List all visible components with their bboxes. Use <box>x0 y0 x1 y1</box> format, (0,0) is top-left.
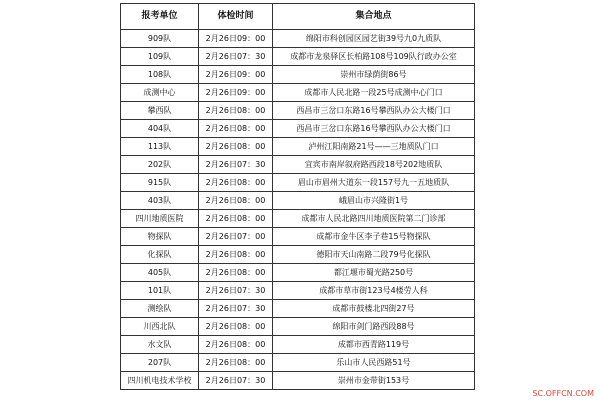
time-cell: 2月26日08：00 <box>199 192 273 210</box>
table-row <box>121 264 475 282</box>
location-cell: 绵阳市科创园区园艺街39号九0九质队 <box>273 30 475 48</box>
table-row <box>121 300 475 318</box>
unit-cell: 成测中心 <box>121 84 199 102</box>
time-cell: 2月26日08：00 <box>199 264 273 282</box>
header-row <box>121 4 475 30</box>
table-row <box>121 318 475 336</box>
location-cell: 成都市鼓楼北四街27号 <box>273 300 475 318</box>
time-cell: 2月26日08：00 <box>199 174 273 192</box>
location-cell: 崇州市绿荫街86号 <box>273 66 475 84</box>
location-cell: 峨眉山市兴隆街1号 <box>273 192 475 210</box>
time-cell: 2月26日08：00 <box>199 354 273 372</box>
time-cell: 2月26日09：00 <box>199 30 273 48</box>
table-row <box>121 120 475 138</box>
unit-cell: 化探队 <box>121 246 199 264</box>
unit-cell: 101队 <box>121 282 199 300</box>
unit-cell: 108队 <box>121 66 199 84</box>
table-row <box>121 354 475 372</box>
unit-cell: 物探队 <box>121 228 199 246</box>
time-cell: 2月26日08：00 <box>199 120 273 138</box>
location-cell: 都江堰市蜀光路250号 <box>273 264 475 282</box>
table-row <box>121 66 475 84</box>
unit-cell: 404队 <box>121 120 199 138</box>
table-row <box>121 192 475 210</box>
time-cell: 2月26日08：00 <box>199 210 273 228</box>
table-row <box>121 228 475 246</box>
time-cell: 2月26日08：00 <box>199 102 273 120</box>
location-cell: 眉山市眉州大道东一段157号九一五地质队 <box>273 174 475 192</box>
schedule-table <box>120 3 475 390</box>
location-cell: 成都市人民北路四川地质医院第二门诊部 <box>273 210 475 228</box>
table-row <box>121 48 475 66</box>
time-cell: 2月26日08：00 <box>199 336 273 354</box>
location-cell: 德阳市天山南路二段79号化探队 <box>273 246 475 264</box>
location-cell: 崇州市金带街153号 <box>273 372 475 390</box>
time-cell: 2月26日07：30 <box>199 156 273 174</box>
location-cell: 绵阳市剑门路西段88号 <box>273 318 475 336</box>
table-row <box>121 372 475 390</box>
table-row <box>121 84 475 102</box>
unit-cell: 109队 <box>121 48 199 66</box>
table-row <box>121 246 475 264</box>
unit-cell: 113队 <box>121 138 199 156</box>
table-row <box>121 282 475 300</box>
unit-cell: 川西北队 <box>121 318 199 336</box>
header-location: 集合地点 <box>273 4 475 30</box>
table-row <box>121 210 475 228</box>
unit-cell: 403队 <box>121 192 199 210</box>
location-cell: 成都市西青路119号 <box>273 336 475 354</box>
time-cell: 2月26日08：00 <box>199 246 273 264</box>
unit-cell: 909队 <box>121 30 199 48</box>
location-cell: 成都市人民北路一段25号成测中心门口 <box>273 84 475 102</box>
time-cell: 2月26日07：00 <box>199 228 273 246</box>
time-cell: 2月26日07：30 <box>199 372 273 390</box>
time-cell: 2月26日09：00 <box>199 84 273 102</box>
unit-cell: 测绘队 <box>121 300 199 318</box>
time-cell: 2月26日07：30 <box>199 282 273 300</box>
table-row <box>121 156 475 174</box>
unit-cell: 四川机电技术学校 <box>121 372 199 390</box>
header-unit: 报考单位 <box>121 4 199 30</box>
time-cell: 2月26日09：00 <box>199 66 273 84</box>
unit-cell: 攀西队 <box>121 102 199 120</box>
watermark: SC.OFFCN.COM <box>532 389 594 398</box>
time-cell: 2月26日08：00 <box>199 318 273 336</box>
header-time: 体检时间 <box>199 4 273 30</box>
table-row <box>121 336 475 354</box>
time-cell: 2月26日08：00 <box>199 138 273 156</box>
location-cell: 西昌市三岔口东路16号攀西队办公大楼门口 <box>273 120 475 138</box>
time-cell: 2月26日07：30 <box>199 300 273 318</box>
location-cell: 泸州江阳南路21号——三地质队门口 <box>273 138 475 156</box>
unit-cell: 202队 <box>121 156 199 174</box>
location-cell: 宜宾市南岸叙府路西段18号202地质队 <box>273 156 475 174</box>
location-cell: 西昌市三岔口东路16号攀西队办公大楼门口 <box>273 102 475 120</box>
unit-cell: 水文队 <box>121 336 199 354</box>
table-row <box>121 102 475 120</box>
location-cell: 成都市草市街123号4楼劳人科 <box>273 282 475 300</box>
location-cell: 成都市金牛区李子巷15号物探队 <box>273 228 475 246</box>
table-row <box>121 138 475 156</box>
unit-cell: 915队 <box>121 174 199 192</box>
unit-cell: 四川地质医院 <box>121 210 199 228</box>
table-row <box>121 30 475 48</box>
unit-cell: 207队 <box>121 354 199 372</box>
location-cell: 成都市龙泉驿区长柏路108号109队行政办公室 <box>273 48 475 66</box>
table-row <box>121 174 475 192</box>
unit-cell: 405队 <box>121 264 199 282</box>
location-cell: 乐山市人民西路51号 <box>273 354 475 372</box>
time-cell: 2月26日07：30 <box>199 48 273 66</box>
